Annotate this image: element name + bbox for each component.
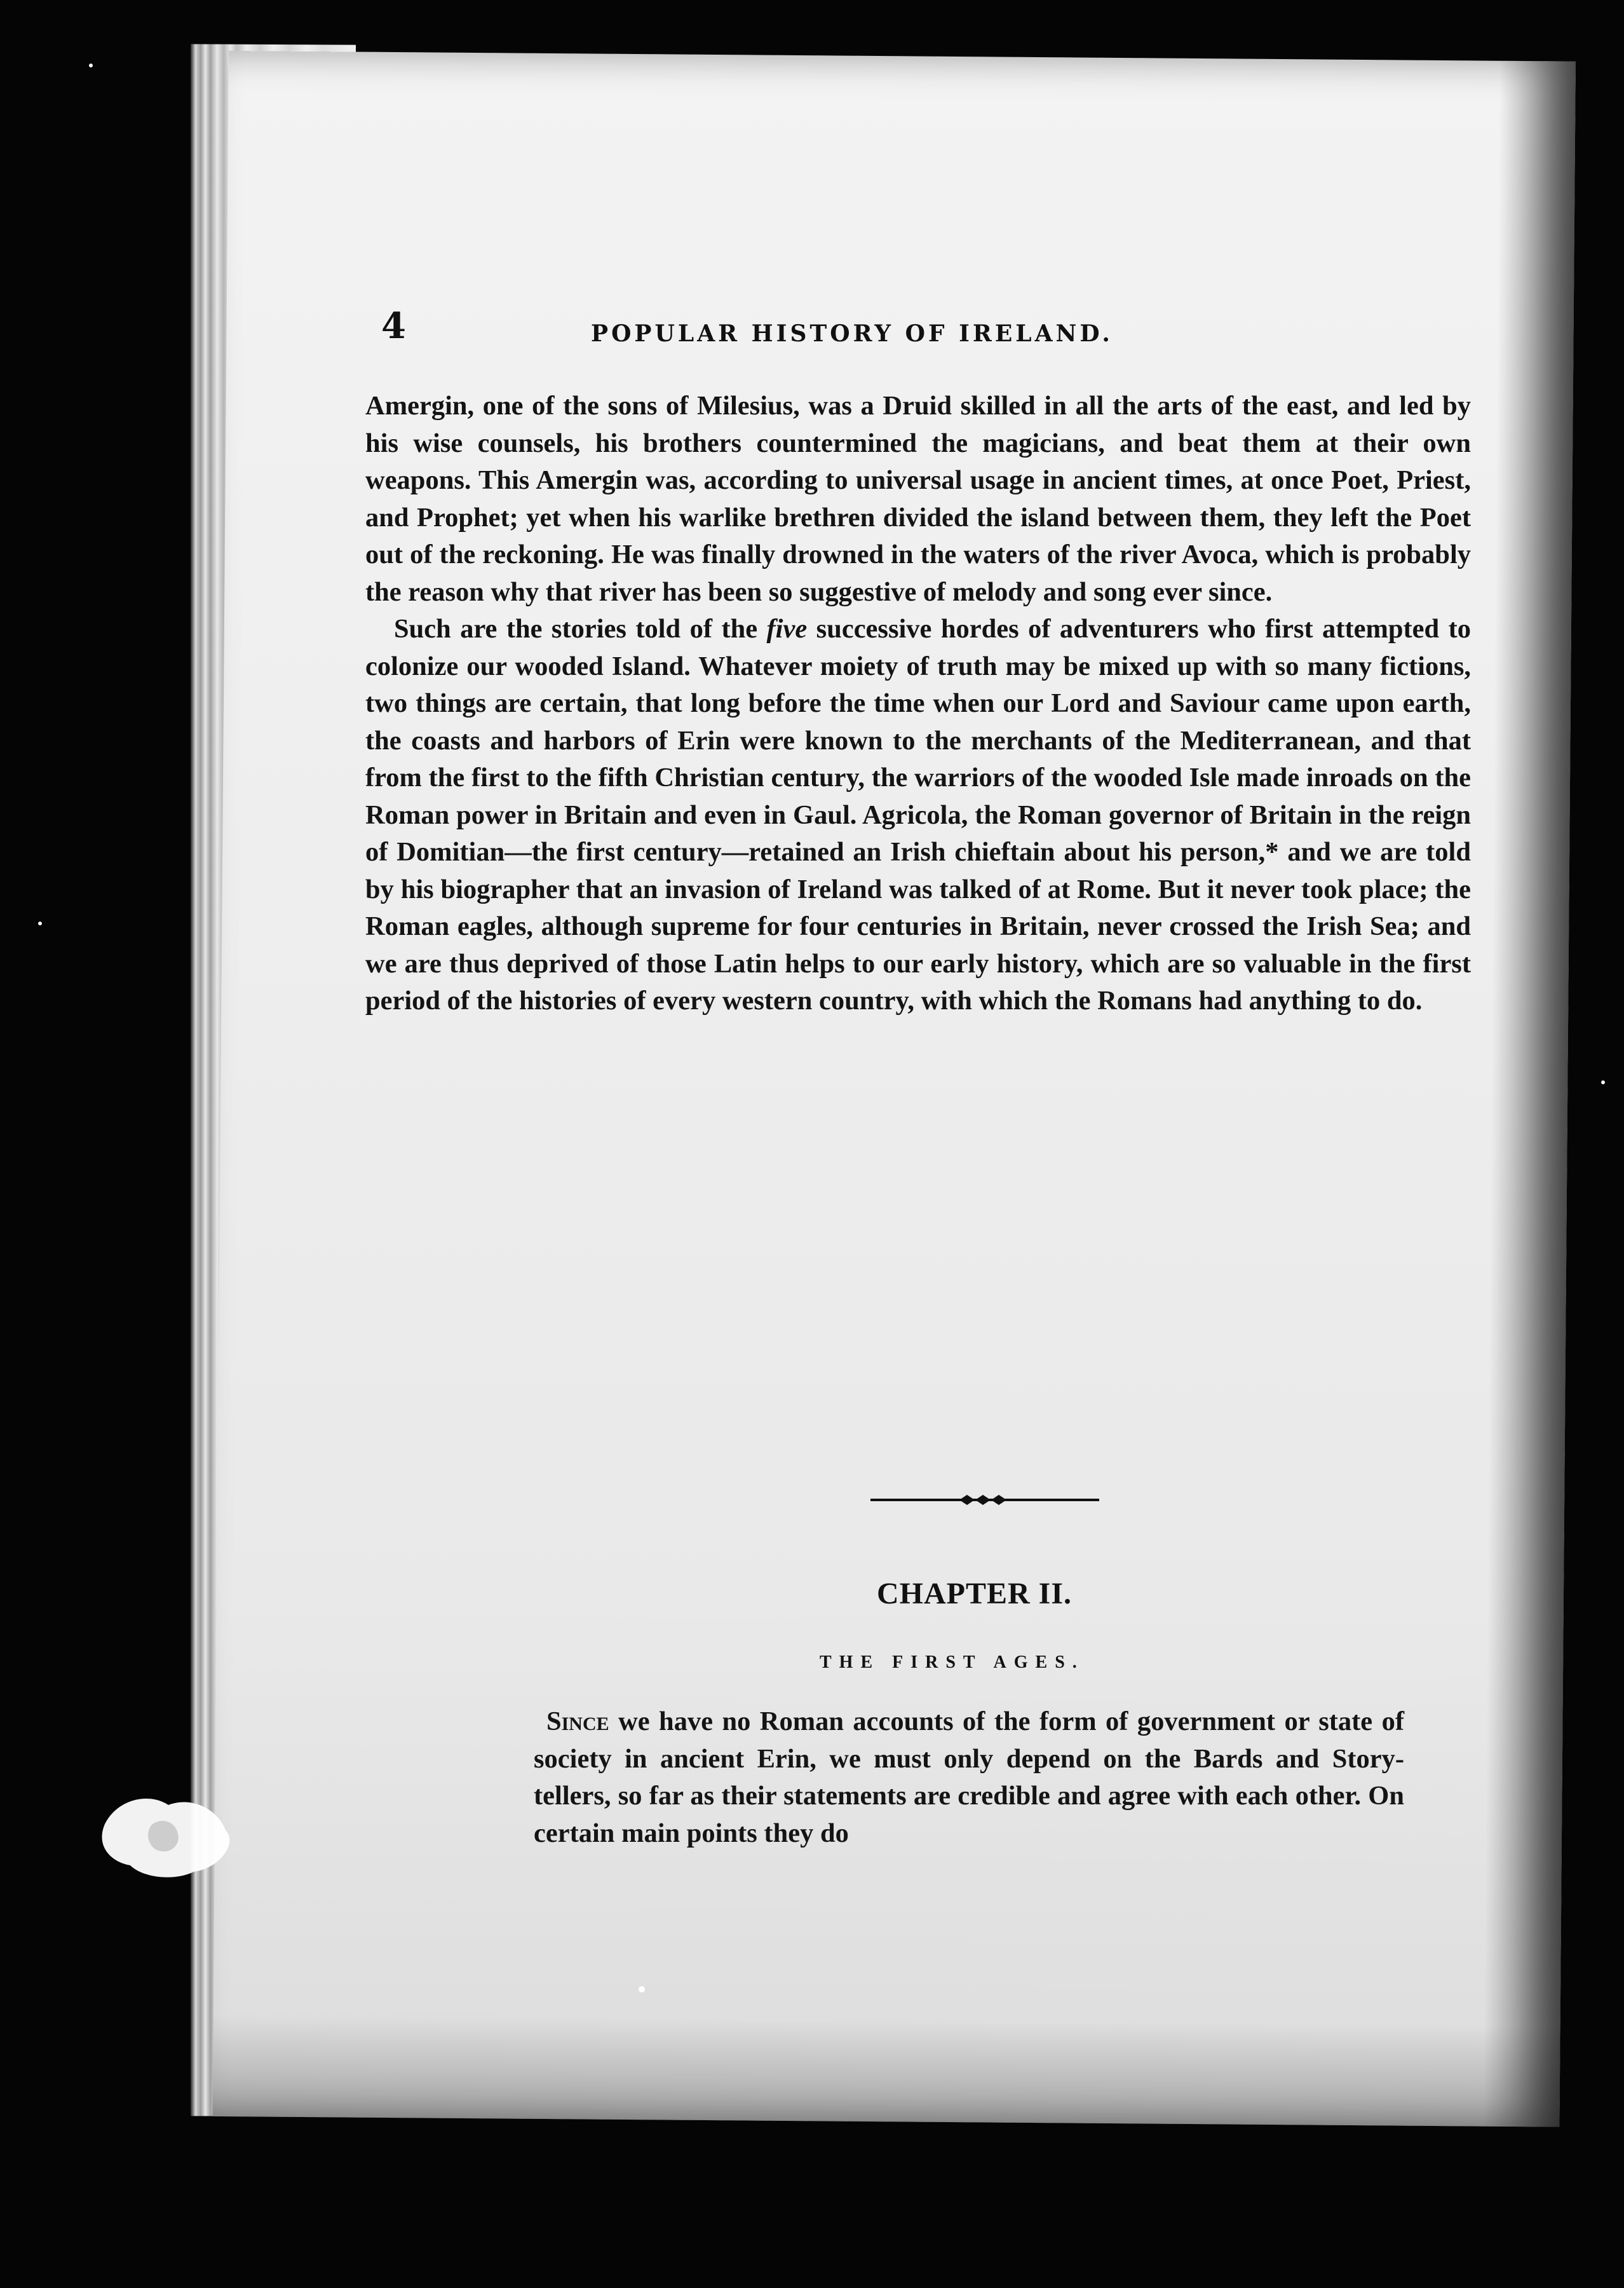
running-title: POPULAR HISTORY OF IRELAND. (591, 320, 1113, 347)
dust-speck (38, 922, 42, 925)
emphasis-five: five (766, 614, 808, 644)
page-shadow-bottom (212, 2015, 1560, 2127)
chapter-subtitle: THE FIRST AGES. (820, 1652, 1085, 1672)
page-header (381, 305, 1296, 356)
body-text (365, 388, 1471, 1020)
section-divider (870, 1490, 1099, 1509)
chapter-opening-rest: we have no Roman accounts of the form of government or state of society in ancient Erin, we must only depend on the Bards and Story-tellers, so far as their statements are credible and agree with each other. On certain main points they do (534, 1706, 1404, 1848)
dust-speck (89, 64, 93, 67)
page-shadow-right (1483, 61, 1576, 2127)
dust-speck (1601, 1080, 1605, 1084)
paragraph-stories (365, 611, 1471, 1020)
page-number: 4 (381, 305, 406, 347)
dust-speck (639, 1986, 645, 1992)
chapter-title: CHAPTER II. (877, 1577, 1073, 1610)
paragraph-stories-start: Such are the stories told of the (394, 614, 767, 644)
paper-stain (92, 1786, 245, 1888)
paragraph-amergin: Amergin, one of the sons of Milesius, was a Druid skilled in all the arts of the east, and led by his wise counsels, his brothers countermined the magicians, and beat them at their own weapons. This Amergin was, according to universal usage in ancient times, at once Poet, Priest, and Prophet; yet when his warlike brethren divided the island between them, they left the Poet out of the reckoning. He was finally drowned in the waters of the river Avoca, which is probably the reason why that river has been so suggestive of melody and song ever since. (365, 391, 1471, 607)
chapter-opening-word: Since (546, 1706, 609, 1736)
chapter-opening-text (534, 1703, 1404, 1852)
paragraph-stories-rest: successive hordes of adventurers who first attempted to colonize our wooded Island. Whatever moiety of truth may be mixed up with so many fictions, two things are certain, that long before the time when our Lord and Saviour came upon earth, the coasts and harbors of Erin were known to the merchants of the Mediterranean, and that from the first to the fifth Christian century, the warriors of the wooded Isle made inroads on the Roman power in Britain and even in Gaul. Agricola, the Roman governor of Britain in the reign of Domitian—the first century—retained an Irish chieftain about his person,* and we are told by his biographer that an invasion of Ireland was talked of at Rome. But it never took place; the Roman eagles, although supreme for four centuries in Britain, never crossed the Irish Sea; and we are thus deprived of those Latin helps to our early history, which are so valuable in the first period of the histories of every western country, with which the Romans had anything to do. (365, 614, 1471, 1016)
